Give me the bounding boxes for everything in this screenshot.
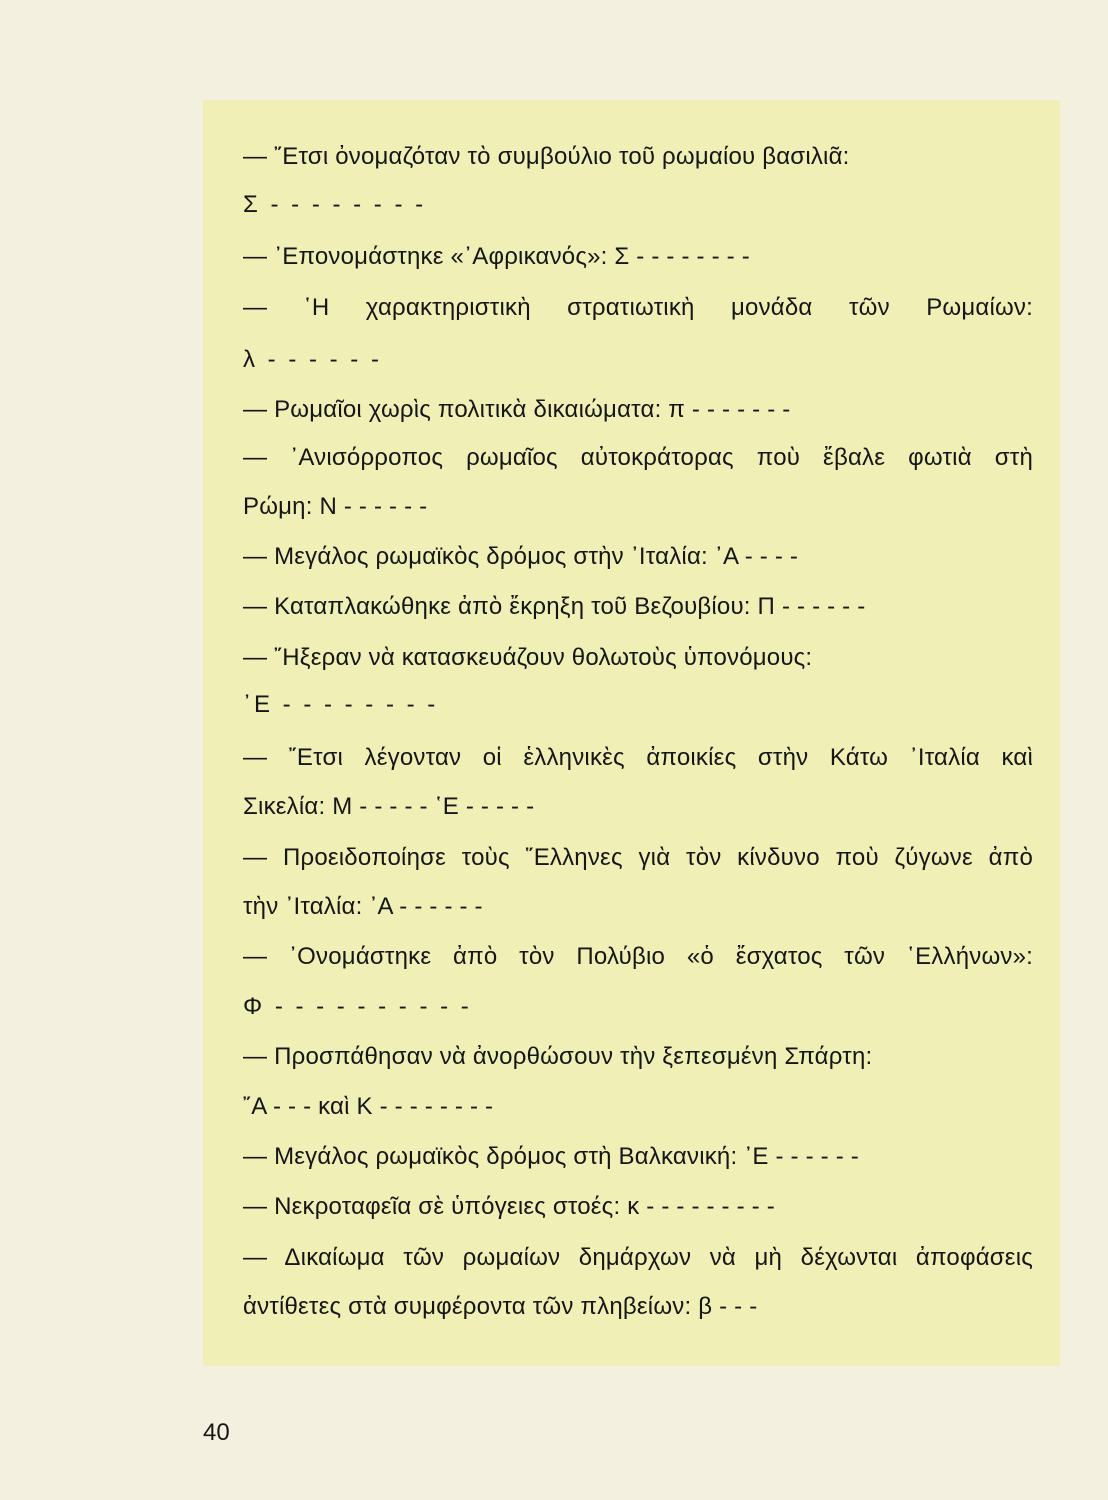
- item-1: — ῎Ετσι ὀνομαζόταν τὸ συμβούλιο τοῦ ρωμαίου βασιλιᾶ:: [243, 143, 850, 170]
- item-12-answer: ῎Α - - - καὶ Κ - - - - - - - -: [243, 1093, 494, 1120]
- item-15: — Δικαίωμα τῶν ρωμαίων δημάρχων νὰ μὴ δέχωνται ἀποφάσεις: [243, 1244, 1033, 1271]
- item-8: — ῎Ηξεραν νὰ κατασκευάζουν θολωτοὺς ὑπονόμους:: [243, 644, 813, 671]
- item-3-answer: λ - - - - - -: [243, 346, 382, 373]
- item-7: — Καταπλακώθηκε ἀπὸ ἔκρηξη τοῦ Βεζουβίου: Π - - - - - -: [243, 593, 866, 620]
- item-5: — ᾿Ανισόρροπος ρωμαῖος αὐτοκράτορας ποὺ ἔβαλε φωτιὰ στὴ: [243, 444, 1033, 471]
- item-12: — Προσπάθησαν νὰ ἀνορθώσουν τὴν ξεπεσμένη Σπάρτη:: [243, 1043, 873, 1070]
- item-10-answer: τὴν ᾿Ιταλία: ᾿Α - - - - - -: [243, 893, 483, 920]
- item-15-answer: ἀντίθετες στὰ συμφέροντα τῶν πληβείων: β - - -: [243, 1293, 758, 1320]
- item-1-answer: Σ - - - - - - - -: [243, 191, 427, 218]
- item-6: — Μεγάλος ρωμαϊκὸς δρόμος στὴν ᾿Ιταλία: ᾿Α - - - -: [243, 543, 799, 570]
- item-11-answer: Φ - - - - - - - - - -: [243, 993, 472, 1020]
- item-9: — ῎Ετσι λέγονταν οἱ ἑλληνικὲς ἀποικίες στὴν Κάτω ᾿Ιταλία καὶ: [243, 744, 1033, 771]
- item-3: — ῾Η χαρακτηριστικὴ στρατιωτικὴ μονάδα τῶν Ρωμαίων:: [243, 294, 1033, 321]
- item-2: — ᾿Επονομάστηκε «᾿Αφρικανός»: Σ - - - - - - - -: [243, 243, 750, 270]
- item-10: — Προειδοποίησε τοὺς ῞Ελληνες γιὰ τὸν κίνδυνο ποὺ ζύγωνε ἀπὸ: [243, 844, 1033, 871]
- item-9-answer: Σικελία: Μ - - - - - ῾Ε - - - - -: [243, 793, 535, 820]
- exercise-panel: [203, 100, 1060, 1366]
- item-5-answer: Ρώμη: Ν - - - - - -: [243, 493, 428, 520]
- page-number: 40: [203, 1419, 230, 1446]
- item-13: — Μεγάλος ρωμαϊκὸς δρόμος στὴ Βαλκανική: ᾿Ε - - - - - -: [243, 1143, 859, 1170]
- item-8-answer: ᾿Ε - - - - - - - -: [243, 691, 439, 718]
- item-11: — ᾿Ονομάστηκε ἀπὸ τὸν Πολύβιο «ὁ ἔσχατος τῶν ῾Ελλήνων»:: [243, 943, 1033, 970]
- item-4: — Ρωμαῖοι χωρὶς πολιτικὰ δικαιώματα: π - - - - - - -: [243, 396, 791, 423]
- item-14: — Νεκροταφεῖα σὲ ὑπόγειες στοές: κ - - - - - - - - -: [243, 1193, 775, 1220]
